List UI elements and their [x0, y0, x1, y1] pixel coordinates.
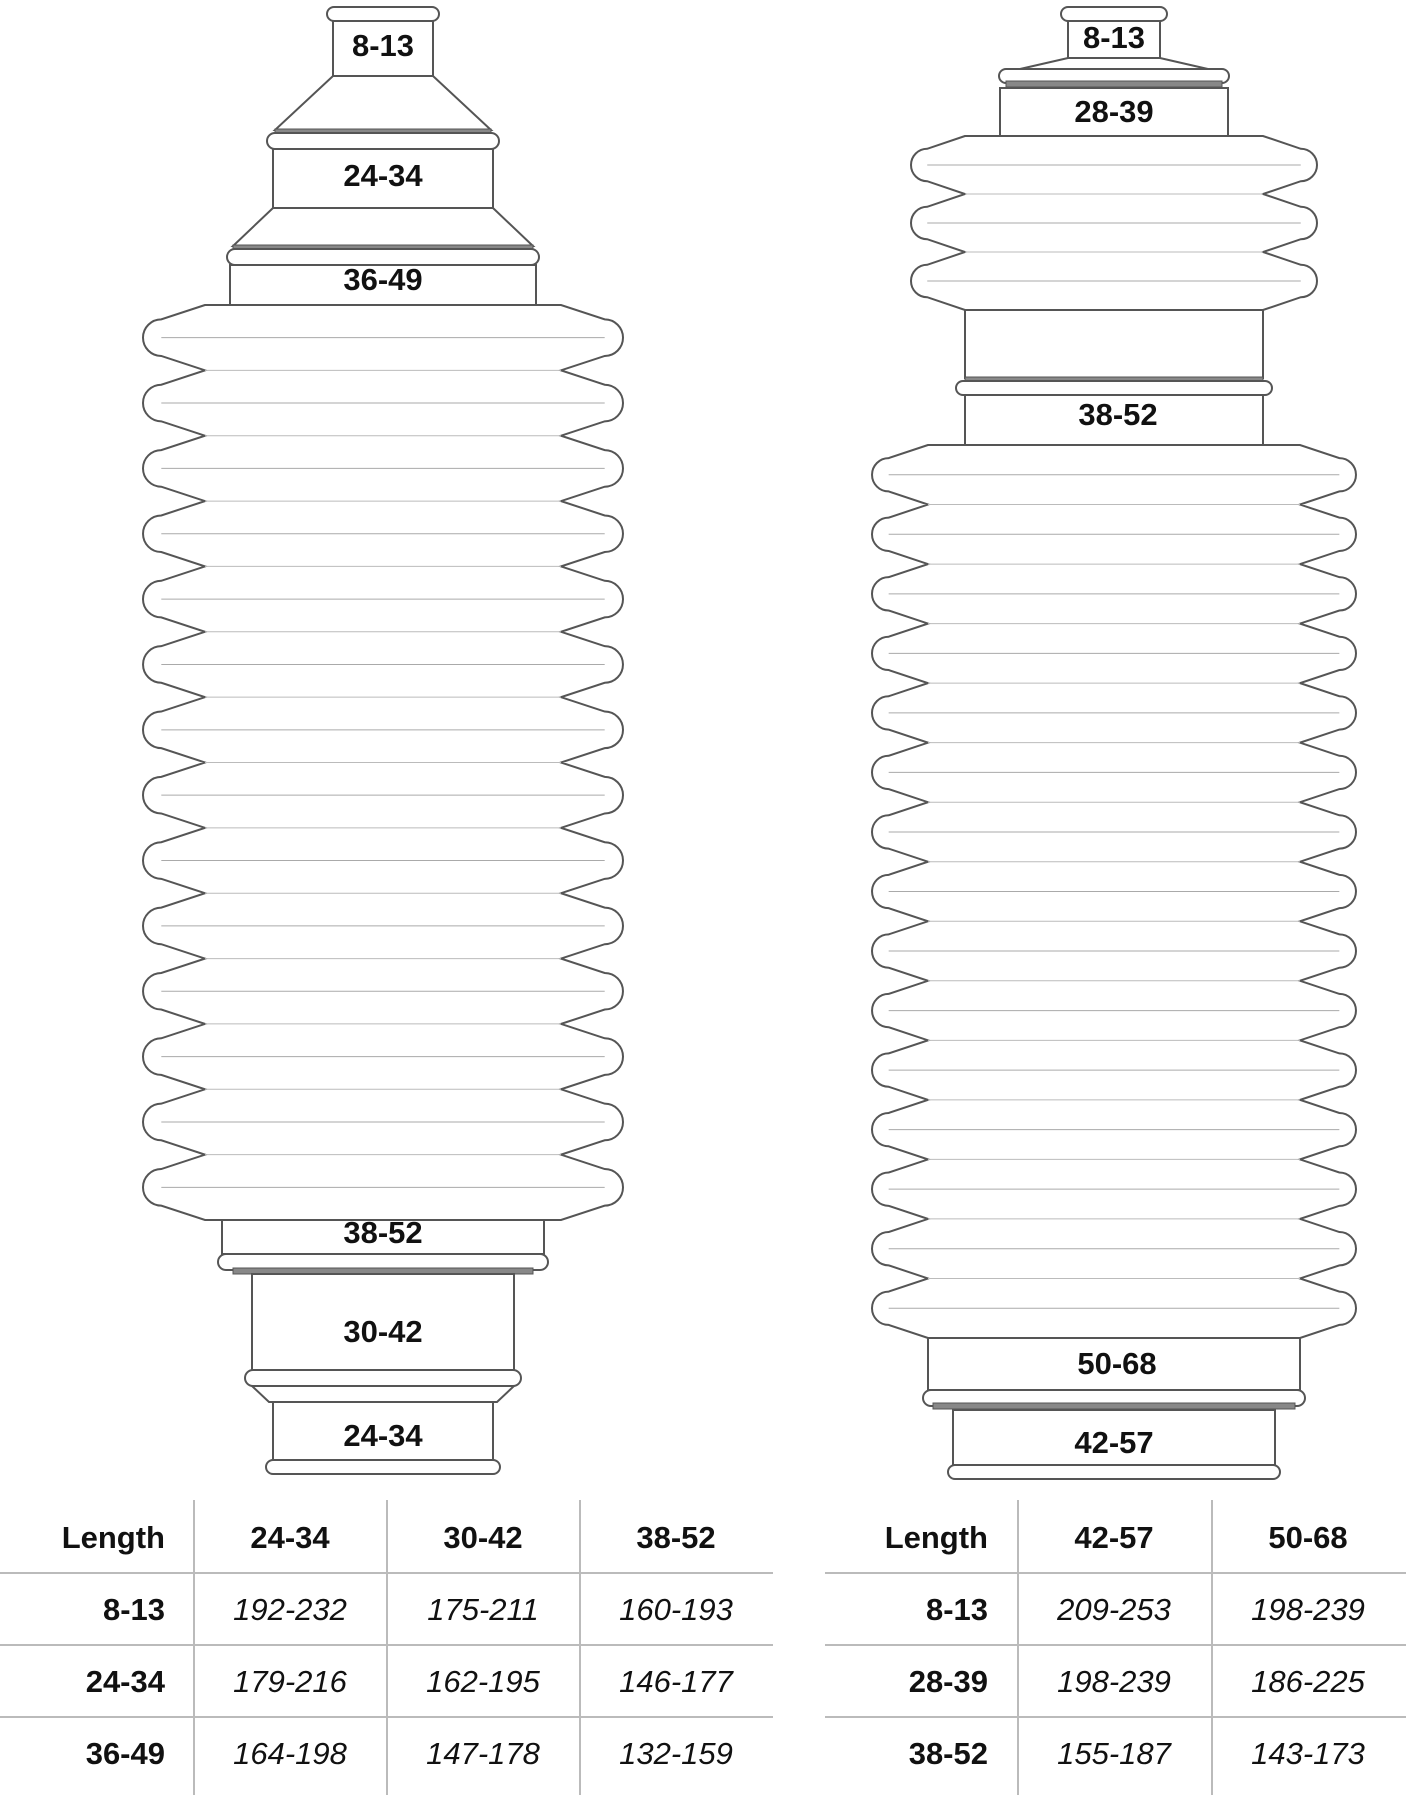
- left-table-col-header-2: 30-42: [443, 1520, 523, 1555]
- boot-ring: [266, 1460, 500, 1474]
- clamp-band: [1006, 81, 1222, 87]
- right-label-middle-collar: 38-52: [1078, 397, 1158, 432]
- right-table-cell: 209-253: [1057, 1592, 1171, 1627]
- right-label-base: 42-57: [1074, 1425, 1154, 1460]
- right-table-cell: 198-239: [1057, 1664, 1171, 1699]
- boot-ring: [948, 1465, 1280, 1479]
- left-table-cell: 179-216: [233, 1664, 347, 1699]
- boot-ring: [1061, 7, 1167, 21]
- right-table-cell: 186-225: [1251, 1664, 1365, 1699]
- boot-ring: [327, 7, 439, 21]
- right-label-lower-collar: 50-68: [1077, 1346, 1157, 1381]
- right-table-col-header-2: 50-68: [1268, 1520, 1348, 1555]
- right-table-col-header-1: 42-57: [1074, 1520, 1154, 1555]
- left-table-cell: 132-159: [619, 1736, 733, 1771]
- left-label-top-neck: 8-13: [351, 28, 415, 63]
- right-table-row-label-1: 8-13: [925, 1592, 988, 1627]
- right-bellows-boot: [872, 7, 1356, 1479]
- boot-ring: [245, 1370, 521, 1386]
- left-length-table: [0, 1500, 773, 1795]
- right-label-second-neck: 28-39: [1074, 94, 1154, 129]
- left-label-bottom-collar: 30-42: [343, 1314, 423, 1349]
- left-table-cell: 164-198: [233, 1736, 347, 1771]
- right-label-top-neck: 8-13: [1082, 20, 1146, 55]
- left-table-row-label-1: 8-13: [102, 1592, 165, 1627]
- left-table-cell: 147-178: [426, 1736, 540, 1771]
- left-table-col-header-1: 24-34: [250, 1520, 330, 1555]
- boot-ring: [267, 133, 499, 149]
- right-table-row-label-3: 38-52: [908, 1736, 988, 1771]
- boot-ring: [956, 381, 1272, 395]
- right-table-corner-header: Length: [884, 1520, 988, 1555]
- left-table-cell: 162-195: [426, 1664, 540, 1699]
- boot-taper: [252, 1386, 514, 1402]
- left-table-corner-header: Length: [61, 1520, 165, 1555]
- left-table-cell: 192-232: [233, 1592, 347, 1627]
- boot-taper: [275, 76, 491, 130]
- left-table-col-header-3: 38-52: [636, 1520, 716, 1555]
- boot-taper: [233, 208, 533, 246]
- boot-cylinder: [965, 310, 1263, 378]
- left-table-row-label-2: 24-34: [85, 1664, 165, 1699]
- left-label-base: 24-34: [343, 1418, 423, 1453]
- right-table-cell: 143-173: [1251, 1736, 1365, 1771]
- right-length-table: [825, 1500, 1406, 1795]
- clamp-band: [933, 1403, 1295, 1409]
- left-table-cell: 146-177: [619, 1664, 733, 1699]
- right-table-cell: 198-239: [1251, 1592, 1365, 1627]
- right-table-row-label-2: 28-39: [908, 1664, 988, 1699]
- left-table-cell: 160-193: [619, 1592, 733, 1627]
- right-table-cell: 155-187: [1057, 1736, 1171, 1771]
- left-bellows-boot: [143, 7, 623, 1474]
- left-label-third-neck: 36-49: [343, 262, 423, 297]
- left-table-row-label-3: 36-49: [85, 1736, 165, 1771]
- left-table-cell: 175-211: [427, 1592, 539, 1627]
- left-label-lower-collar: 38-52: [343, 1215, 423, 1250]
- left-label-second-neck: 24-34: [343, 158, 423, 193]
